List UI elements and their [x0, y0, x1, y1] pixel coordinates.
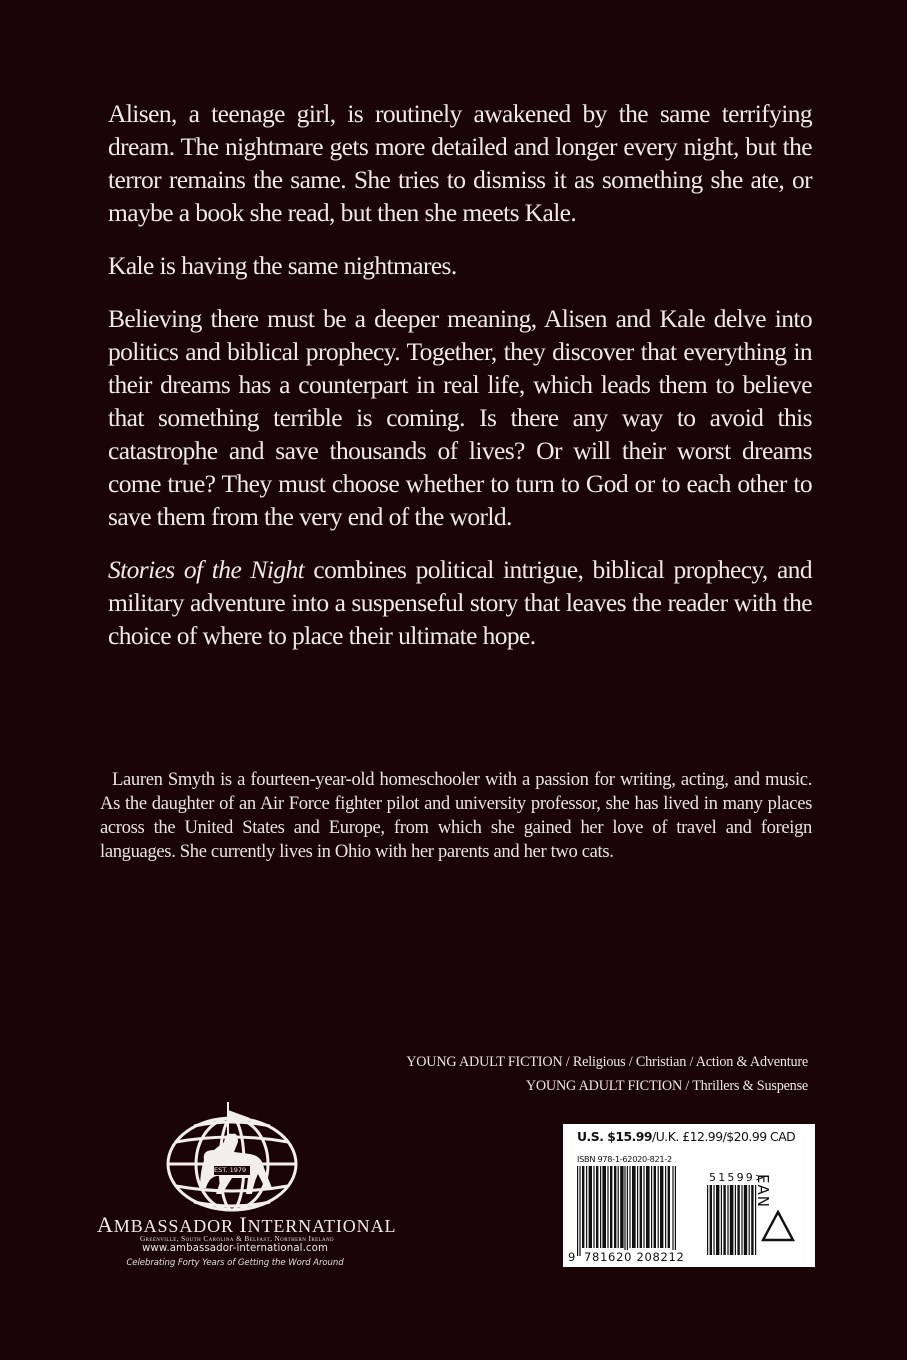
back-cover-blurb — [108, 97, 812, 672]
isbn-barcode-block — [563, 1124, 815, 1267]
barcode-lead-digit: 9 — [568, 1250, 576, 1264]
book-title: Stories of the Night — [108, 555, 305, 584]
publisher-tagline: Celebrating Forty Years of Getting the Word Around — [126, 1258, 344, 1268]
triangle-icon — [761, 1210, 795, 1242]
bisac-category-2: YOUNG ADULT FICTION / Thrillers & Suspense — [525, 1078, 808, 1094]
publisher-location: Greenville, South Carolina & Belfast, Northern Ireland — [139, 1234, 335, 1243]
price-line — [577, 1129, 795, 1144]
price-addon-digits: 51599> — [709, 1171, 767, 1184]
ean13-barcode-icon — [577, 1166, 676, 1256]
publisher-url[interactable]: www.ambassador-international.com — [142, 1243, 328, 1254]
publisher-name: AMBASSADOR INTERNATIONAL — [97, 1212, 397, 1237]
blurb-paragraph-4 — [108, 553, 812, 652]
price-other: /U.K. £12.99/$20.99 CAD — [652, 1129, 796, 1144]
barcode-digits: 781620 208212 — [584, 1250, 685, 1264]
bisac-category-1: YOUNG ADULT FICTION / Religious / Christian / Action & Adventure — [406, 1054, 808, 1070]
bisac-categories — [248, 1050, 808, 1098]
price-addon-barcode-icon — [707, 1185, 757, 1255]
blurb-closing-text: combines political intrigue, biblical prophecy, and military adventure into a suspenseful story that leaves the reader with the choice of where to place their ultimate hope. — [108, 555, 812, 650]
blurb-paragraph-2: Kale is having the same nightmares. — [108, 251, 457, 280]
author-bio: Lauren Smyth is a fourteen-year-old homeschooler with a passion for writing, acting, and music. As the daughter of an Air Force fighter pilot and university professor, she has lived in many places across the United States and Europe, from which she gained her love of travel and foreign languages. She currently lives in Ohio with her parents and her two cats. — [100, 769, 812, 862]
blurb-paragraph-3: Believing there must be a deeper meaning, Alisen and Kale delve into politics and biblical prophecy. Together, they discover that everything in their dreams has a counterpart in real life, which leads them to believe that something terrible is coming. Is there any way to avoid this catastrophe and save thousands of lives? Or will their worst dreams come true? They must choose whether to turn to God or to each other to save them from the very end of the world. — [108, 304, 812, 531]
globe-knight-icon — [164, 1102, 300, 1214]
established-year: EST. 1979 — [214, 1166, 247, 1174]
price-us: U.S. $15.99 — [577, 1129, 653, 1144]
ean-label: EAN — [754, 1174, 772, 1208]
blurb-paragraph-1: Alisen, a teenage girl, is routinely awakened by the same terrifying dream. The nightmare gets more detailed and longer every night, but the terror remains the same. She tries to dismiss it as something she ate, or maybe a book she read, but then she meets Kale. — [108, 99, 812, 227]
isbn-number: ISBN 978-1-62020-821-2 — [577, 1154, 672, 1164]
